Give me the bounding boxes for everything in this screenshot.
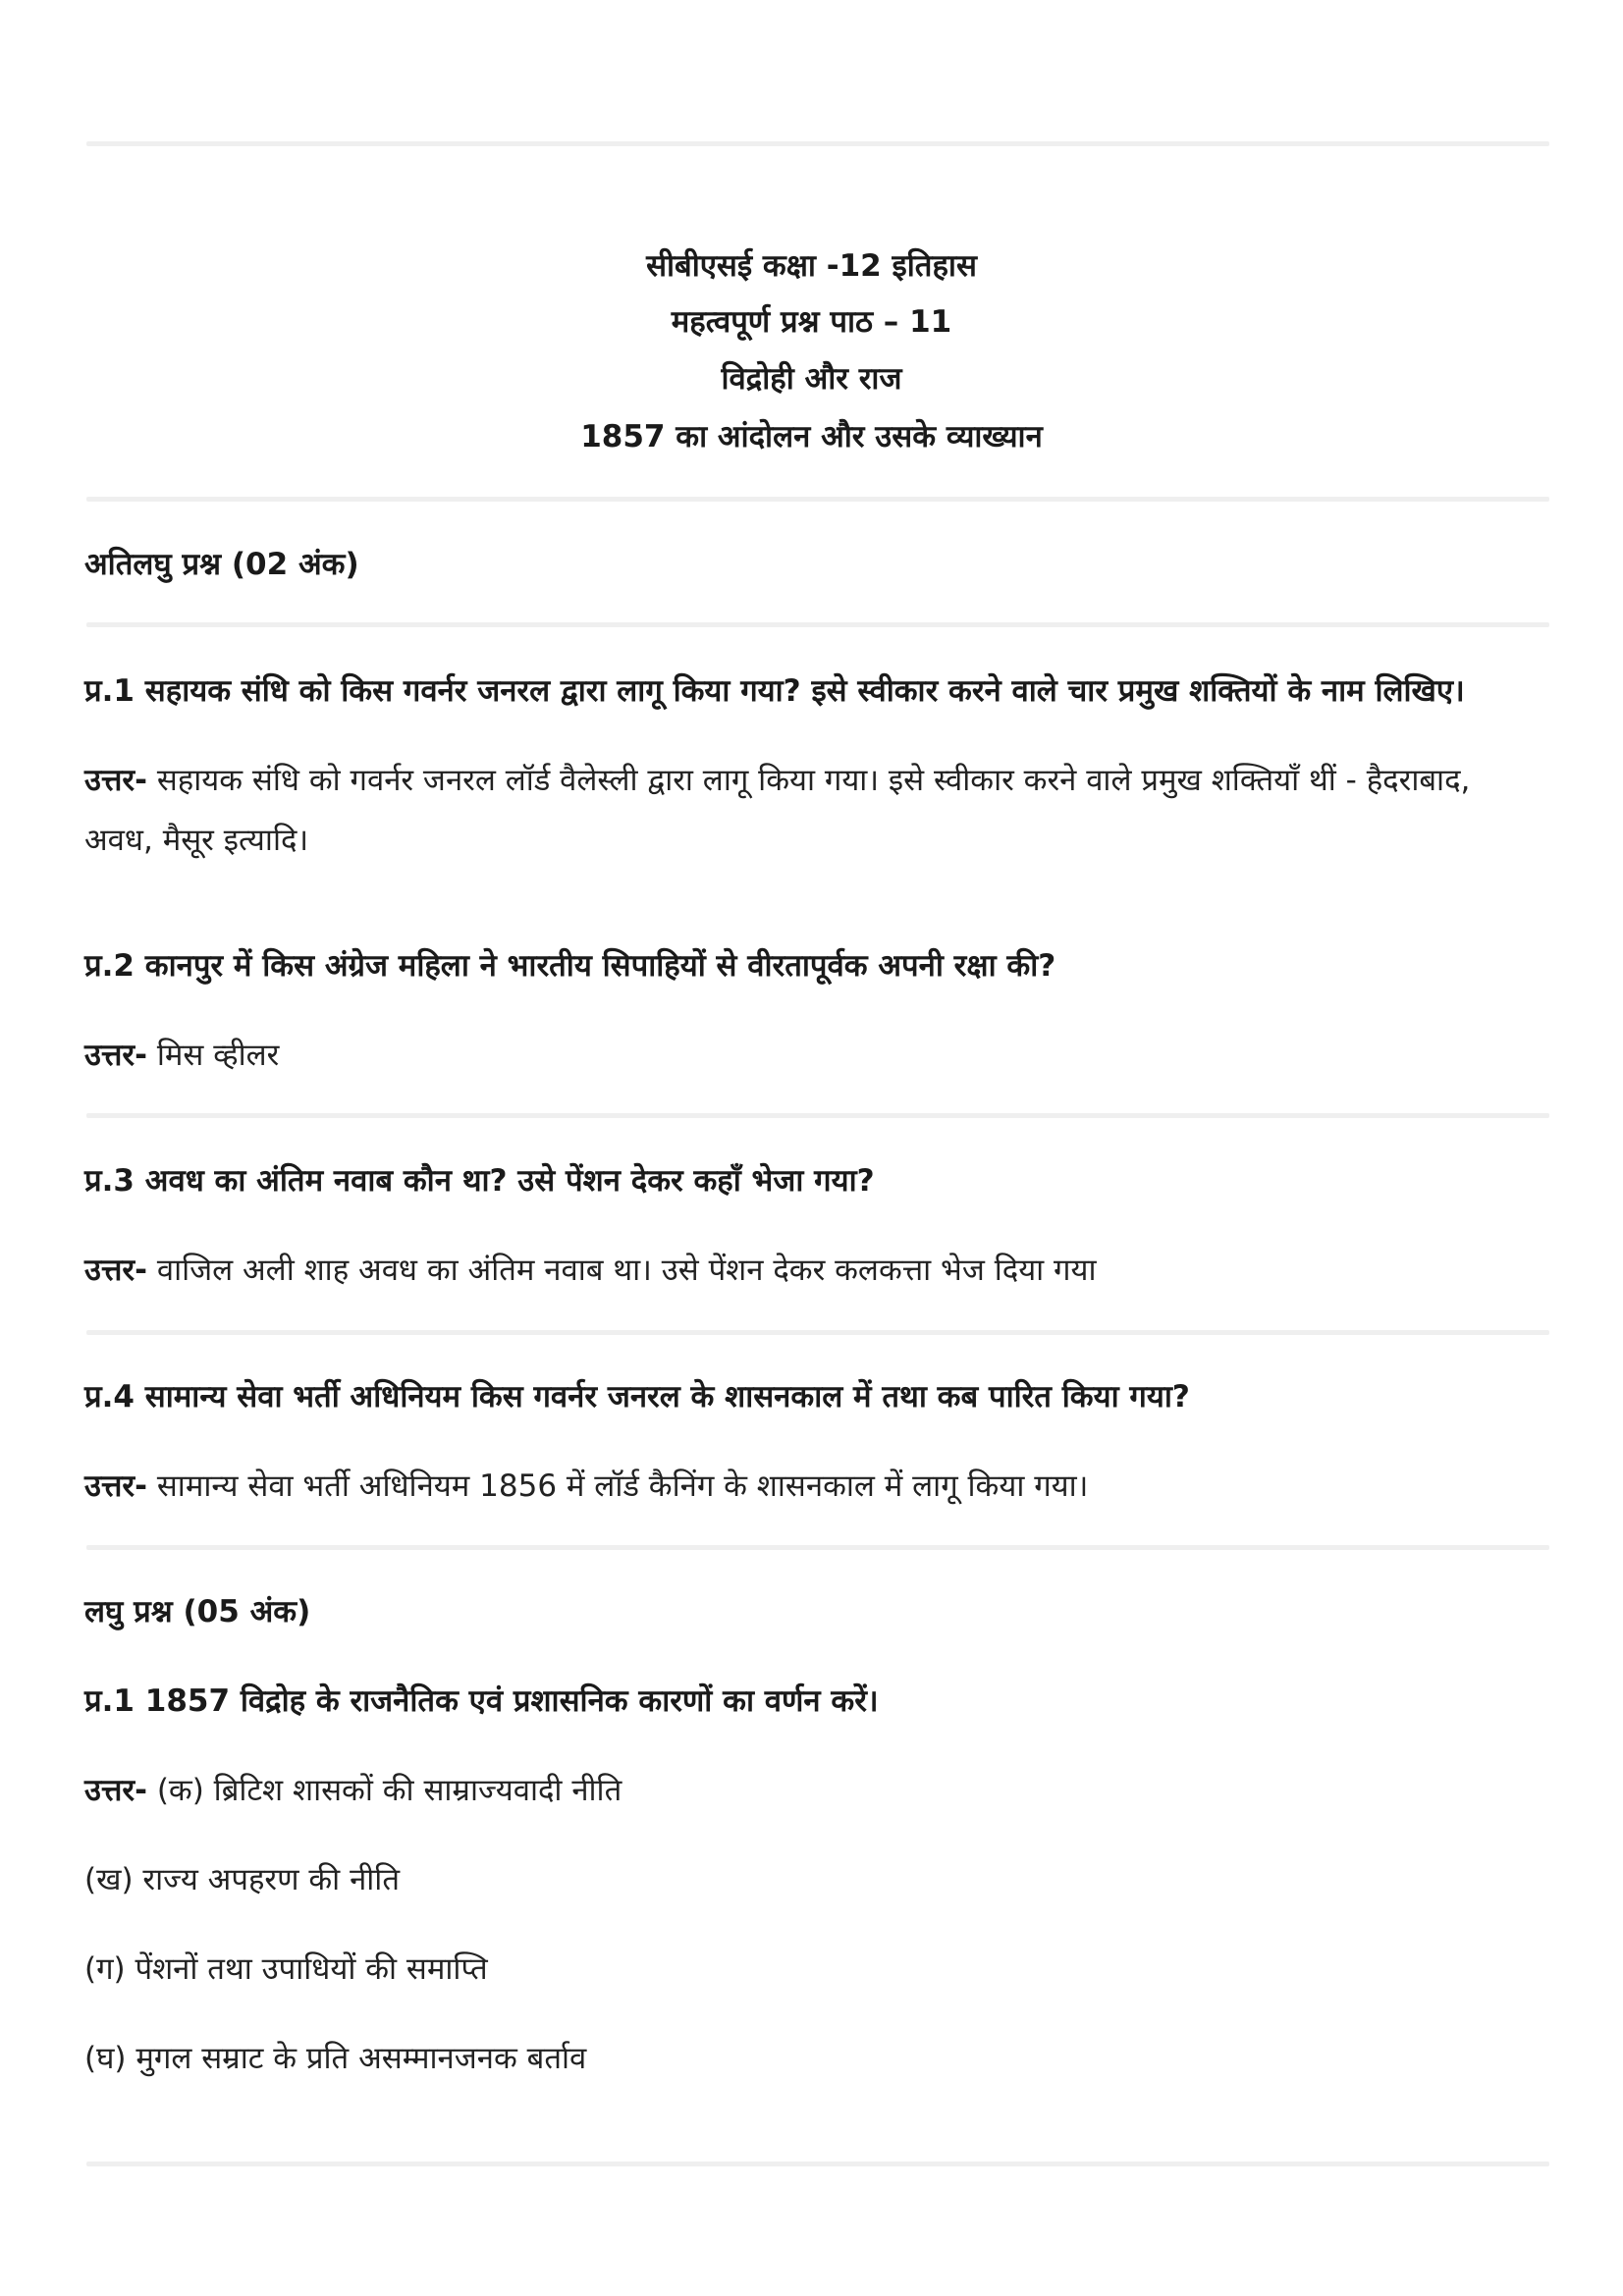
short-question-1: प्र.1 1857 विद्रोह के राजनैतिक एवं प्रशासनिक कारणों का वर्णन करें। [84, 1683, 879, 1719]
short-answer-point-4: (घ) मुगल सम्राट के प्रति असम्मानजनक बर्ताव [84, 2041, 587, 2076]
answer-text: (क) ब्रिटिश शासकों की साम्राज्यवादी नीति [156, 1773, 622, 1808]
answer-1 [84, 759, 1552, 800]
divider [86, 2162, 1549, 2166]
answer-text: वाजिल अली शाह अवध का अंतिम नवाब था। उसे पेंशन देकर कलकत्ता भेज दिया गया [156, 1253, 1097, 1288]
short-answer-point-2: (ख) राज्य अपहरण की नीति [84, 1862, 400, 1897]
question-3: प्र.3 अवध का अंतिम नवाब कौन था? उसे पेंशन देकर कहाँ भेजा गया? [84, 1163, 875, 1199]
section-heading-short: लघु प्रश्न (05 अंक) [84, 1594, 311, 1629]
question-2: प्र.2 कानपुर में किस अंग्रेज महिला ने भारतीय सिपाहियों से वीरतापूर्वक अपनी रक्षा की? [84, 948, 1056, 984]
short-answer-point-1 [84, 1769, 1552, 1810]
answer-text: सहायक संधि को गवर्नर जनरल लॉर्ड वैलेस्ली द्वारा लागू किया गया। इसे स्वीकार करने वाले प्रमुख शक्तियाँ थीं - हैदराबाद, [156, 763, 1471, 798]
answer-label: उत्तर- [84, 1773, 147, 1808]
section-heading-very-short: अतिलघु प्रश्न (02 अंक) [84, 547, 359, 582]
divider [86, 622, 1549, 627]
question-4: प्र.4 सामान्य सेवा भर्ती अधिनियम किस गवर्नर जनरल के शासनकाल में तथा कब पारित किया गया? [84, 1379, 1190, 1415]
short-answer-point-3: (ग) पेंशनों तथा उपाधियों की समाप्ति [84, 1951, 488, 1987]
answer-text: मिस व्हीलर [156, 1038, 280, 1073]
answer-text: सामान्य सेवा भर्ती अधिनियम 1856 में लॉर्ड कैनिंग के शासनकाल में लागू किया गया। [156, 1468, 1089, 1504]
answer-4 [84, 1465, 1552, 1506]
divider [86, 141, 1549, 146]
divider [86, 1113, 1549, 1118]
divider [86, 497, 1549, 502]
chapter-name: विद्रोही और राज [721, 361, 902, 397]
answer-2 [84, 1034, 1552, 1075]
answer-label: उत्तर- [84, 1468, 147, 1504]
question-1: प्र.1 सहायक संधि को किस गवर्नर जनरल द्वारा लागू किया गया? इसे स्वीकार करने वाले चार प्रमुख शक्तियों के नाम लिखिए। [84, 673, 1465, 709]
divider [86, 1545, 1549, 1550]
divider [86, 1330, 1549, 1335]
answer-1-continued: अवध, मैसूर इत्यादि। [84, 823, 309, 858]
answer-3 [84, 1249, 1552, 1290]
chapter-subtitle: 1857 का आंदोलन और उसके व्याख्यान [580, 419, 1043, 454]
chapter-title: महत्वपूर्ण प्रश्न पाठ – 11 [671, 304, 952, 340]
answer-label: उत्तर- [84, 1253, 147, 1288]
answer-label: उत्तर- [84, 1038, 147, 1073]
answer-label: उत्तर- [84, 763, 147, 798]
board-class-subject: सीबीएसई कक्षा -12 इतिहास [646, 248, 977, 284]
